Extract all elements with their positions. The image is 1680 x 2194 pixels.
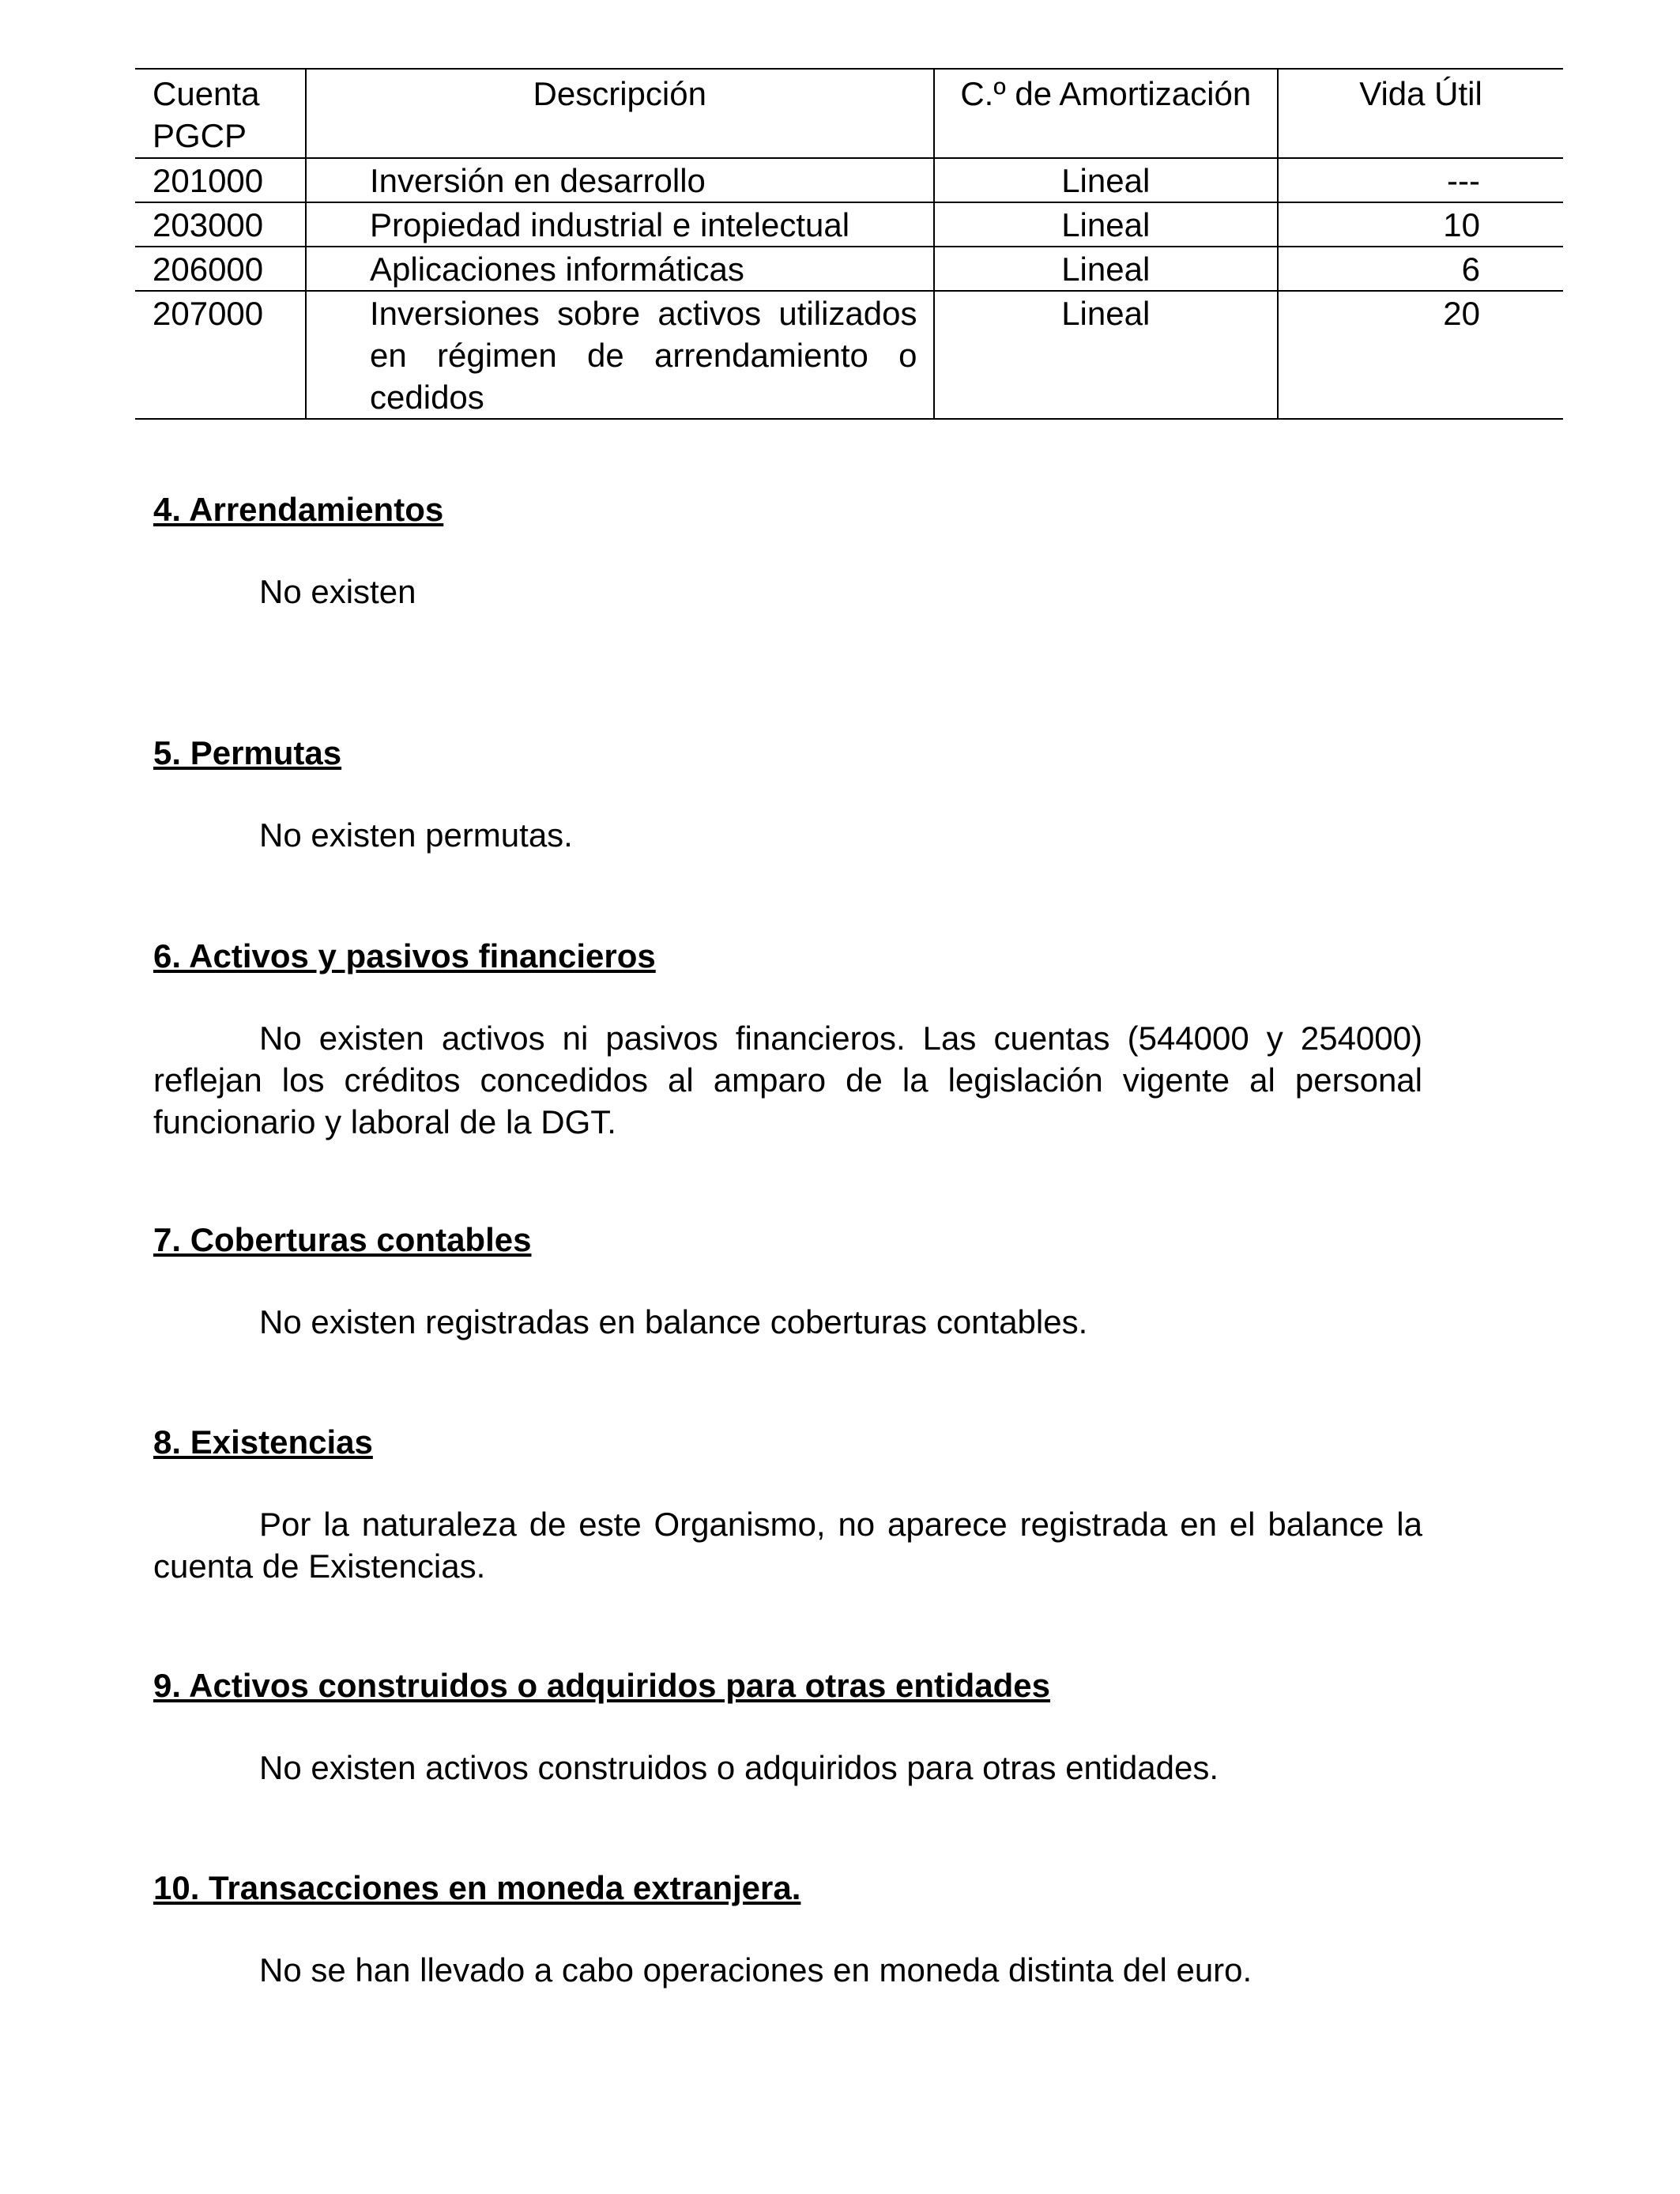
table-header-row: [135, 69, 1563, 158]
section-existencias: [153, 1421, 1422, 1587]
cell-vida-util: 10: [1278, 202, 1563, 247]
cell-cuenta: 201000: [135, 158, 306, 202]
section-heading: 8. Existencias: [153, 1423, 373, 1461]
section-text: No existen: [259, 573, 416, 610]
cell-cuenta: 203000: [135, 202, 306, 247]
header-descripcion: Descripción: [306, 69, 933, 158]
section-heading: 6. Activos y pasivos financieros: [153, 937, 656, 974]
section-heading: 4. Arrendamientos: [153, 491, 444, 528]
section-heading: 9. Activos construidos o adquiridos para otras entidades: [153, 1667, 1051, 1704]
section-heading: 5. Permutas: [153, 734, 342, 771]
cell-descripcion: Inversión en desarrollo: [306, 158, 933, 202]
cell-metodo: Lineal: [934, 247, 1279, 291]
section-heading: 7. Coberturas contables: [153, 1221, 532, 1258]
section-coberturas: [153, 1219, 1422, 1343]
table-row: [135, 202, 1563, 247]
section-activos-construidos: [153, 1664, 1422, 1789]
header-vida-util: Vida Útil: [1278, 69, 1563, 158]
section-text: No existen activos ni pasivos financieros. Las cuentas (544000 y 254000) reflejan los créditos concedidos al amparo de la legislación vigente al personal funcionario y laboral de la DGT.: [153, 1020, 1422, 1140]
section-heading: 10. Transacciones en moneda extranjera.: [153, 1869, 801, 1906]
header-cuenta: Cuenta PGCP: [135, 69, 306, 158]
table-row: [135, 247, 1563, 291]
cell-descripcion: Propiedad industrial e intelectual: [306, 202, 933, 247]
section-arrendamientos: [153, 488, 1422, 613]
section-text: No existen activos construidos o adquiridos para otras entidades.: [259, 1749, 1219, 1786]
section-activos-pasivos: [153, 935, 1422, 1143]
cell-metodo: Lineal: [934, 202, 1279, 247]
header-metodo: C.º de Amortización: [934, 69, 1279, 158]
cell-metodo: Lineal: [934, 158, 1279, 202]
section-permutas: [153, 732, 1422, 856]
cell-vida-util: ---: [1278, 158, 1563, 202]
cell-vida-util: 6: [1278, 247, 1563, 291]
section-moneda-extranjera: [153, 1867, 1422, 1991]
cell-cuenta: 207000: [135, 291, 306, 419]
cell-cuenta: 206000: [135, 247, 306, 291]
cell-descripcion: Aplicaciones informáticas: [306, 247, 933, 291]
table-row: [135, 291, 1563, 419]
section-text: No existen registradas en balance coberturas contables.: [259, 1303, 1088, 1340]
section-text: No se han llevado a cabo operaciones en moneda distinta del euro.: [259, 1951, 1252, 1989]
cell-vida-util: 20: [1278, 291, 1563, 419]
cell-metodo: Lineal: [934, 291, 1279, 419]
amortization-table: [135, 68, 1563, 420]
section-text: No existen permutas.: [259, 816, 573, 854]
table-row: [135, 158, 1563, 202]
cell-descripcion: Inversiones sobre activos utilizados en régimen de arrendamiento o cedidos: [306, 291, 933, 419]
section-text: Por la naturaleza de este Organismo, no aparece registrada en el balance la cuenta de Existencias.: [153, 1506, 1422, 1585]
